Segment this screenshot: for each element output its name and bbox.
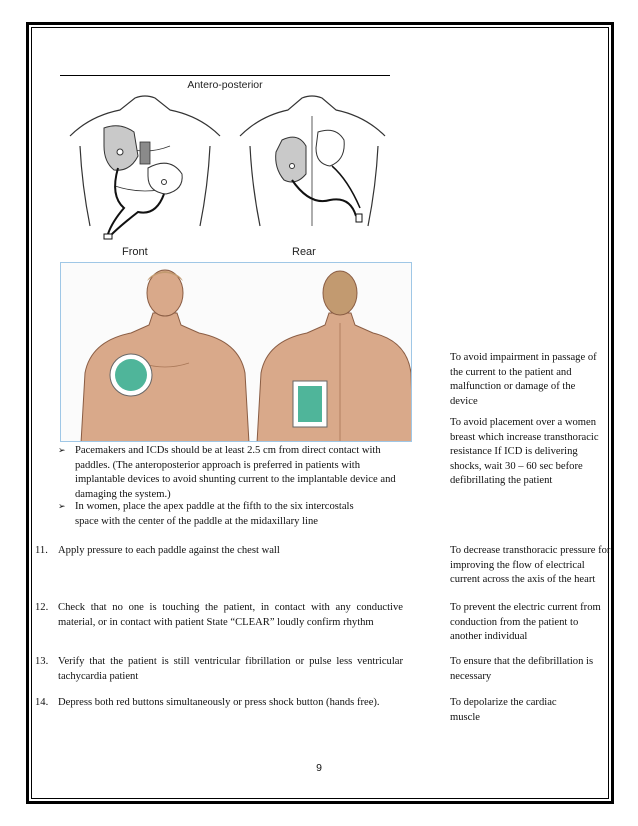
rationale-device-damage: To avoid impairment in passage of the current to the patient and malfunction or damage of the device — [450, 352, 597, 407]
step-number: 14. — [35, 697, 49, 708]
step-rationale: To ensure that the defibrillation is necessary — [450, 656, 594, 682]
step-rationale: To decrease transthoracic pressure for improving the flow of electrical current across the axis of the heart — [450, 545, 611, 586]
front-caption: Front — [122, 246, 148, 258]
paddle-placement-photo — [60, 262, 412, 442]
step-action: Apply pressure to each paddle against the chest wall — [58, 545, 280, 556]
rear-torso-drawing — [240, 96, 385, 226]
rationale-breast-placement: To avoid placement over a women breast which increase transthoracic resistance If ICD is delivering shocks, wait 30 – 60 sec before defibrillating the patient — [450, 417, 599, 487]
front-rear-line-drawing — [60, 76, 390, 260]
bullet-arrow-icon: ➢ — [58, 502, 66, 512]
bullet-women-placement: In women, place the apex paddle at the fifth to the six intercostals space with the center of the paddle at the midaxillary line — [75, 501, 354, 527]
figure-title: Antero-posterior — [187, 79, 263, 91]
page-number: 9 — [316, 762, 322, 774]
antero-posterior-figure — [60, 76, 390, 260]
bullet-pacemaker-distance: Pacemakers and ICDs should be at least 2.5 cm from direct contact with paddles. (The anteroposterior approach is preferred in patients with implantable devices to avoid shunting current to the implantable device and damaging the system.) — [75, 445, 396, 500]
step-number: 12. — [35, 602, 49, 613]
paddle-placement-illustration — [61, 263, 412, 442]
step-number: 11. — [35, 545, 48, 556]
step-action: Depress both red buttons simultaneously or press shock button (hands free). — [58, 697, 380, 708]
bullet-arrow-icon: ➢ — [58, 446, 66, 456]
step-action: Check that no one is touching the patient, in contact with any conductive material, or in contact with patient State “CLEAR” loudly confirm rhythm — [58, 602, 403, 628]
step-number: 13. — [35, 656, 49, 667]
step-action: Verify that the patient is still ventricular fibrillation or pulse less ventricular tachycardia patient — [58, 656, 403, 682]
step-rationale: To depolarize the cardiac muscle — [450, 697, 557, 723]
rear-caption: Rear — [292, 246, 316, 258]
step-rationale: To prevent the electric current from conduction from the patient to another individual — [450, 602, 601, 643]
